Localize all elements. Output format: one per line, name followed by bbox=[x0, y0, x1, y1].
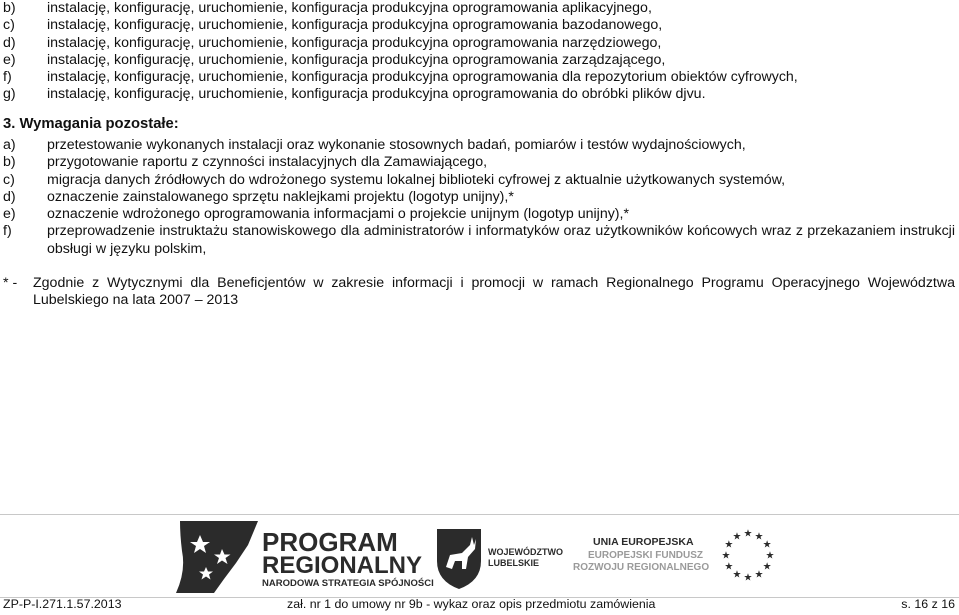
eu-star-icon: ★ bbox=[762, 561, 772, 573]
voivodeship-logo bbox=[437, 529, 563, 589]
list-item-text: przeprowadzenie instruktażu stanowiskowego dla administratorów i informatyków oraz użytkowników końcowych wraz z przekazaniem instrukcji obsługi w języku polskim, bbox=[47, 223, 955, 257]
eu-star-icon: ★ bbox=[754, 569, 764, 581]
eu-star-icon: ★ bbox=[721, 550, 731, 562]
logo-eu-line2: EUROPEJSKI FUNDUSZ bbox=[588, 550, 704, 561]
list-item-text: oznaczenie wdrożonego oprogramowania informacjami o projekcie unijnym (logotyp unijny),* bbox=[47, 206, 629, 223]
list-item bbox=[3, 69, 955, 86]
list-item-text: oznaczenie zainstalowanego sprzętu naklejkami projektu (logotyp unijny),* bbox=[47, 188, 514, 205]
program-regionalny-logo bbox=[176, 521, 434, 593]
task-list-continued bbox=[3, 0, 955, 104]
eu-star-icon: ★ bbox=[743, 528, 753, 540]
section-heading: 3. Wymagania pozostałe: bbox=[3, 116, 179, 132]
list-item-letter: c) bbox=[3, 17, 15, 34]
footnote-text: Zgodnie z Wytycznymi dla Beneficjentów w zakresie informacji i promocji w ramach Regionalnego Programu Operacyjnego Województwa Lubelskiego na lata 2007 – 2013 bbox=[33, 275, 955, 309]
logo-eu-line1: UNIA EUROPEJSKA bbox=[593, 536, 694, 548]
list-item-text: instalację, konfigurację, uruchomienie, konfiguracja produkcyjna oprogramowania do obróbki plików djvu. bbox=[47, 86, 706, 103]
footer-page-number: s. 16 z 16 bbox=[901, 597, 955, 611]
list-item bbox=[3, 189, 955, 206]
list-item bbox=[3, 86, 955, 103]
list-item-letter: g) bbox=[3, 86, 16, 103]
footer-title: zał. nr 1 do umowy nr 9b - wykaz oraz opis przedmiotu zamówienia bbox=[287, 597, 656, 611]
list-item-letter: e) bbox=[3, 206, 16, 223]
list-item bbox=[3, 137, 955, 154]
logo-bar-graphics bbox=[0, 515, 959, 597]
list-item-text: przetestowanie wykonanych instalacji oraz wykonanie stosownych badań, pomiarów i testów wydajnościowych, bbox=[47, 137, 746, 153]
logo-program-line3: NARODOWA STRATEGIA SPÓJNOŚCI bbox=[262, 578, 434, 589]
list-item-text: przygotowanie raportu z czynności instalacyjnych dla Zamawiającego, bbox=[47, 154, 488, 171]
list-item-text: instalację, konfigurację, uruchomienie, konfiguracja produkcyjna oprogramowania bazodanowego, bbox=[47, 17, 663, 34]
eu-star-icon: ★ bbox=[765, 550, 775, 562]
eu-stars-icon bbox=[722, 529, 775, 584]
list-item-text: instalację, konfigurację, uruchomienie, konfiguracja produkcyjna oprogramowania zarządzającego, bbox=[47, 51, 666, 68]
list-item-letter: b) bbox=[3, 0, 16, 16]
page-footer bbox=[3, 597, 955, 613]
eu-star-icon: ★ bbox=[724, 539, 734, 551]
eu-star-icon: ★ bbox=[743, 572, 753, 584]
list-item-letter: b) bbox=[3, 154, 16, 171]
list-item bbox=[3, 154, 955, 171]
list-item bbox=[3, 223, 955, 258]
logo-program-line1: PROGRAM bbox=[262, 527, 398, 557]
requirements-list bbox=[3, 137, 955, 258]
list-item-text: instalację, konfigurację, uruchomienie, konfiguracja produkcyjna oprogramowania narzędziowego, bbox=[47, 34, 662, 51]
list-item-letter: d) bbox=[3, 34, 16, 51]
footnote-marker: * - bbox=[3, 275, 18, 291]
list-item bbox=[3, 52, 955, 69]
footer-reference: ZP-P-I.271.1.57.2013 bbox=[3, 597, 122, 611]
eu-star-icon: ★ bbox=[732, 531, 742, 543]
list-item-letter: c) bbox=[3, 171, 15, 188]
eu-logo bbox=[573, 529, 775, 584]
list-item-text: instalację, konfigurację, uruchomienie, konfiguracja produkcyjna oprogramowania dla repozytorium obiektów cyfrowych, bbox=[47, 69, 798, 86]
list-item bbox=[3, 206, 955, 223]
logo-voiv-line1: WOJEWÓDZTWO bbox=[488, 547, 563, 557]
list-item-letter: a) bbox=[3, 137, 16, 153]
logo-program-line2: REGIONALNY bbox=[262, 552, 423, 579]
eu-star-icon: ★ bbox=[762, 539, 772, 551]
list-item bbox=[3, 0, 955, 17]
list-item-letter: d) bbox=[3, 188, 16, 205]
list-item bbox=[3, 17, 955, 34]
list-item bbox=[3, 35, 955, 52]
eu-star-icon: ★ bbox=[754, 531, 764, 543]
eu-star-icon: ★ bbox=[724, 561, 734, 573]
logo-eu-line3: ROZWOJU REGIONALNEGO bbox=[573, 562, 710, 573]
list-item bbox=[3, 172, 955, 189]
logo-bar bbox=[0, 514, 959, 598]
footnote bbox=[3, 275, 955, 310]
list-item-letter: f) bbox=[3, 223, 12, 240]
list-item-text: migracja danych źródłowych do wdrożonego systemu lokalnej biblioteki cyfrowej z aktualnie użytkowanych systemów, bbox=[47, 171, 786, 188]
eu-star-icon: ★ bbox=[732, 569, 742, 581]
list-item-letter: e) bbox=[3, 51, 16, 68]
logo-voiv-line2: LUBELSKIE bbox=[488, 558, 540, 568]
list-item-text: instalację, konfigurację, uruchomienie, konfiguracja produkcyjna oprogramowania aplikacyjnego, bbox=[47, 0, 652, 16]
list-item-letter: f) bbox=[3, 69, 12, 86]
